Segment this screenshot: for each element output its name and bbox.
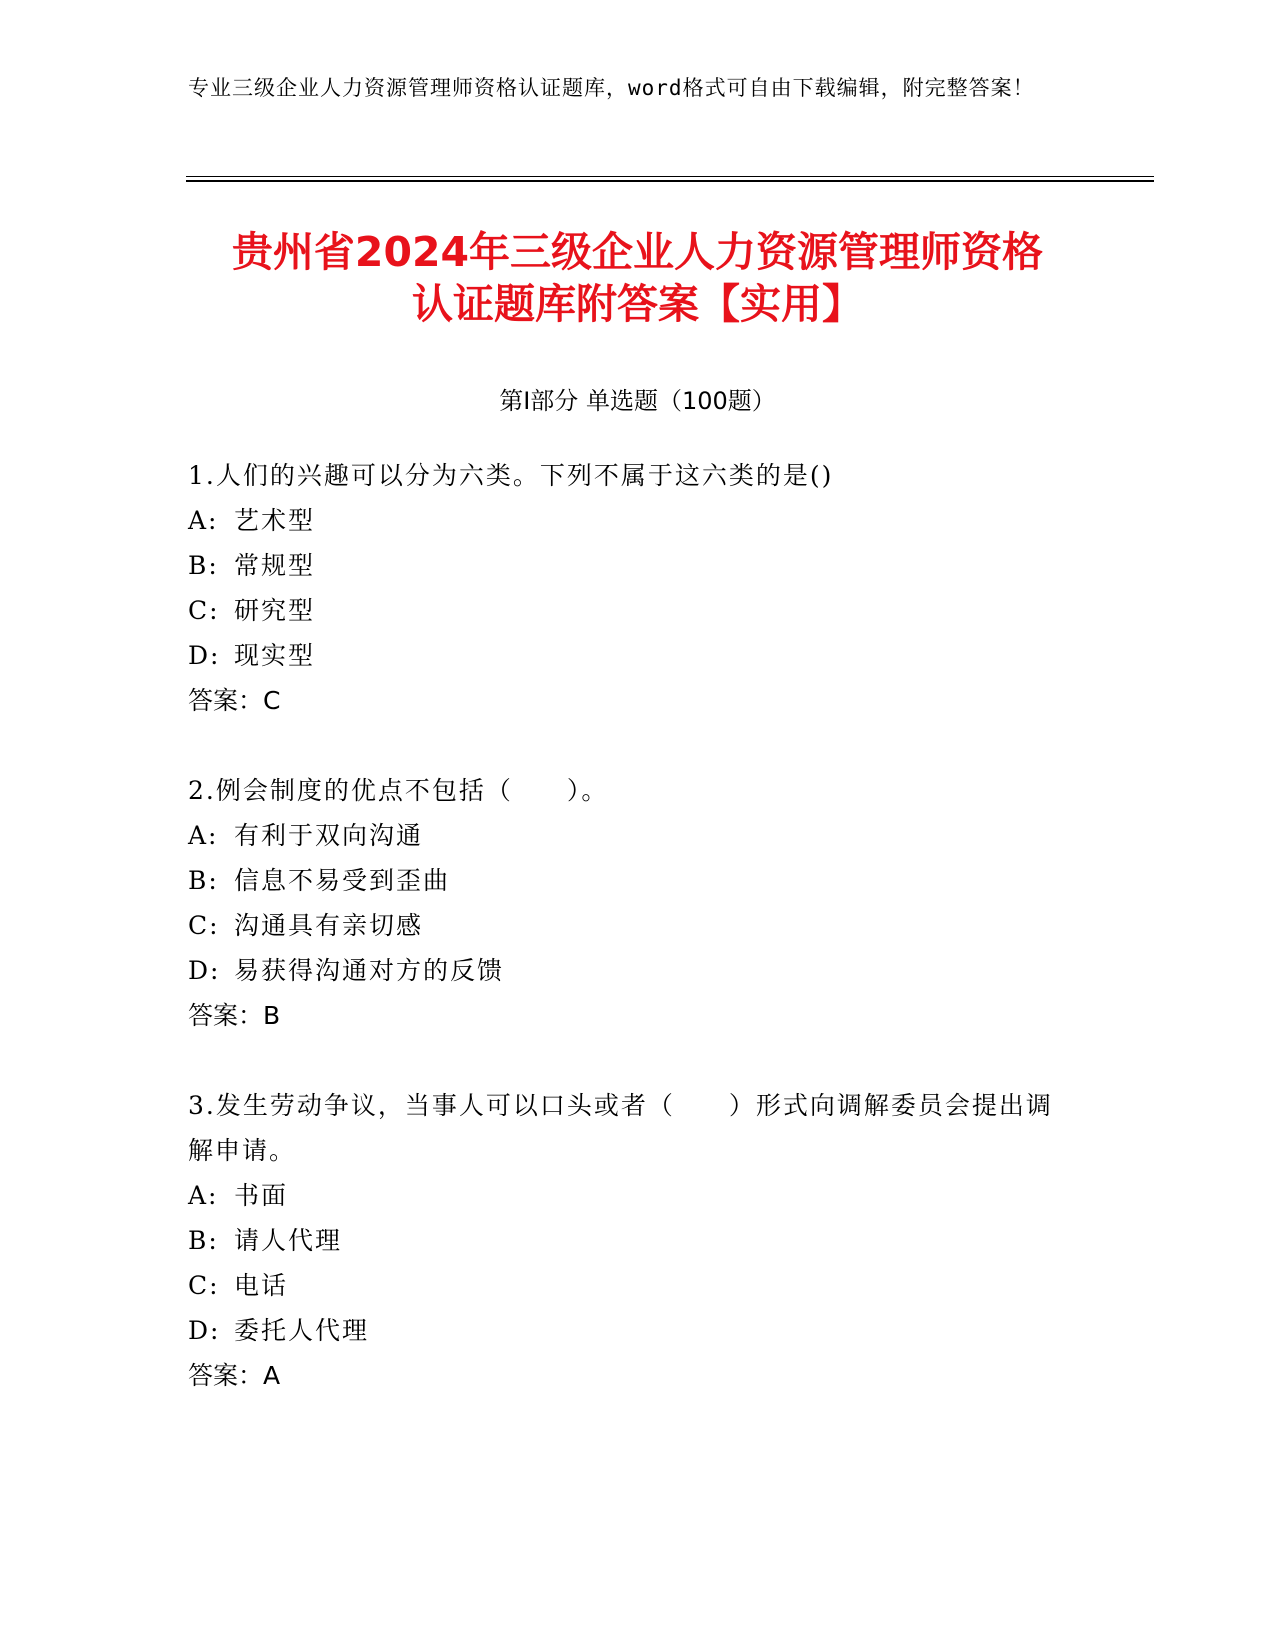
question-3 [188, 1083, 1068, 1398]
option-c [188, 1263, 1068, 1308]
question-stem: 2.例会制度的优点不包括（ ）。 [188, 776, 609, 805]
option-letter: B: [188, 551, 219, 580]
option-text: 信息不易受到歪曲 [234, 866, 451, 895]
option-letter: C: [188, 1271, 220, 1300]
option-a [188, 498, 1068, 543]
answer: 答案：C [188, 686, 281, 715]
option-text: 易获得沟通对方的反馈 [234, 956, 505, 985]
option-d [188, 1308, 1068, 1353]
question-stem: 1.人们的兴趣可以分为六类。下列不属于这六类的是() [188, 461, 834, 490]
answer: 答案：B [188, 1001, 281, 1030]
option-text: 有利于双向沟通 [234, 821, 424, 850]
answer: 答案：A [188, 1361, 281, 1390]
option-text: 沟通具有亲切感 [234, 911, 424, 940]
option-b [188, 543, 1068, 588]
header-rule-thick [186, 180, 1154, 182]
document-title [150, 226, 1125, 330]
option-text: 书面 [234, 1181, 289, 1210]
option-b [188, 858, 1068, 903]
title-line-2: 认证题库附答案【实用】 [412, 280, 863, 328]
option-letter: B: [188, 866, 219, 895]
option-c [188, 588, 1068, 633]
option-text: 研究型 [234, 596, 316, 625]
option-letter: D: [188, 641, 221, 670]
option-d [188, 948, 1068, 993]
option-letter: B: [188, 1226, 219, 1255]
option-text: 委托人代理 [234, 1316, 370, 1345]
question-2 [188, 768, 1068, 1038]
question-1 [188, 453, 1068, 723]
option-d [188, 633, 1068, 678]
header-rule-thin [186, 176, 1154, 177]
option-letter: C: [188, 596, 220, 625]
question-stem: 3.发生劳动争议，当事人可以口头或者（ ）形式向调解委员会提出调解申请。 [188, 1091, 1053, 1165]
option-text: 常规型 [234, 551, 316, 580]
option-letter: A: [188, 506, 219, 535]
option-a [188, 813, 1068, 858]
option-letter: A: [188, 821, 219, 850]
option-c [188, 903, 1068, 948]
header-note: 专业三级企业人力资源管理师资格认证题库，word格式可自由下载编辑，附完整答案！ [188, 76, 1035, 100]
option-b [188, 1218, 1068, 1263]
option-text: 请人代理 [234, 1226, 343, 1255]
option-a [188, 1173, 1068, 1218]
option-letter: C: [188, 911, 220, 940]
option-text: 艺术型 [234, 506, 316, 535]
section-heading: 第Ⅰ部分 单选题（100题） [499, 387, 776, 415]
option-letter: D: [188, 956, 221, 985]
option-letter: A: [188, 1181, 219, 1210]
option-letter: D: [188, 1316, 221, 1345]
option-text: 电话 [234, 1271, 289, 1300]
title-line-1: 贵州省2024年三级企业人力资源管理师资格 [231, 228, 1044, 276]
option-text: 现实型 [234, 641, 316, 670]
